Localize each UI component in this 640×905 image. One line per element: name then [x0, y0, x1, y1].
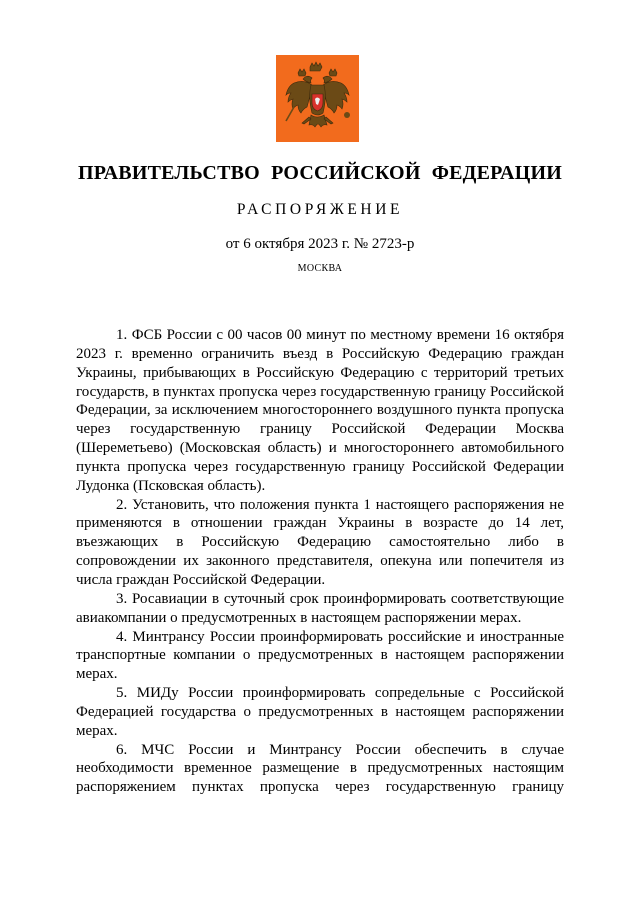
- paragraph-2: 2. Установить, что положения пункта 1 настоящего распоряжения не применяются в отношении граждан Украины в возрасте до 14 лет, въезжающих в Российскую Федерацию самостоятельно либо в сопровождении их законного представителя, опекуна или попечителя из числа граждан Российской Федерации.: [76, 496, 564, 588]
- russian-coat-of-arms-icon: [276, 55, 359, 142]
- government-title: ПРАВИТЕЛЬСТВО РОССИЙСКОЙ ФЕДЕРАЦИИ: [78, 162, 562, 184]
- paragraph-5: 5. МИДу России проинформировать сопредельные с Российской Федерацией государства о предусмотренных в настоящем распоряжении мерах.: [76, 685, 564, 739]
- paragraph-6: 6. МЧС России и Минтрансу России обеспечить в случае необходимости временное размещение в предусмотренных настоящим распоряжением пунктах пропуска через государственную границу: [76, 741, 564, 796]
- document-date-number: от 6 октября 2023 г. № 2723-р: [225, 236, 415, 252]
- paragraph-4: 4. Минтрансу России проинформировать российские и иностранные транспортные компании о предусмотренных в настоящем распоряжении мерах.: [76, 628, 564, 683]
- paragraph-3: 3. Росавиации в суточный срок проинформировать соответствующие авиакомпании о предусмотренных в настоящем распоряжении мерах.: [76, 590, 564, 626]
- document-body: [76, 326, 564, 797]
- paragraph-1: 1. ФСБ России с 00 часов 00 минут по местному времени 16 октября 2023 г. временно ограничить въезд в Российскую Федерацию граждан Украины, прибывающих в Российскую Федерацию с территорий третьих государств, в пунктах пропуска через государственную границу Российской Федерации, за исключением многостороннего воздушного пункта пропуска через государственную границу Российской Федерации Москва (Шереметьево) (Московская область) и многостороннего автомобильного пункта пропуска через государственную границу Российской Федерации Лудонка (Псковская область).: [76, 327, 564, 494]
- document-type: РАСПОРЯЖЕНИЕ: [236, 201, 404, 218]
- document-city: МОСКВА: [297, 263, 343, 274]
